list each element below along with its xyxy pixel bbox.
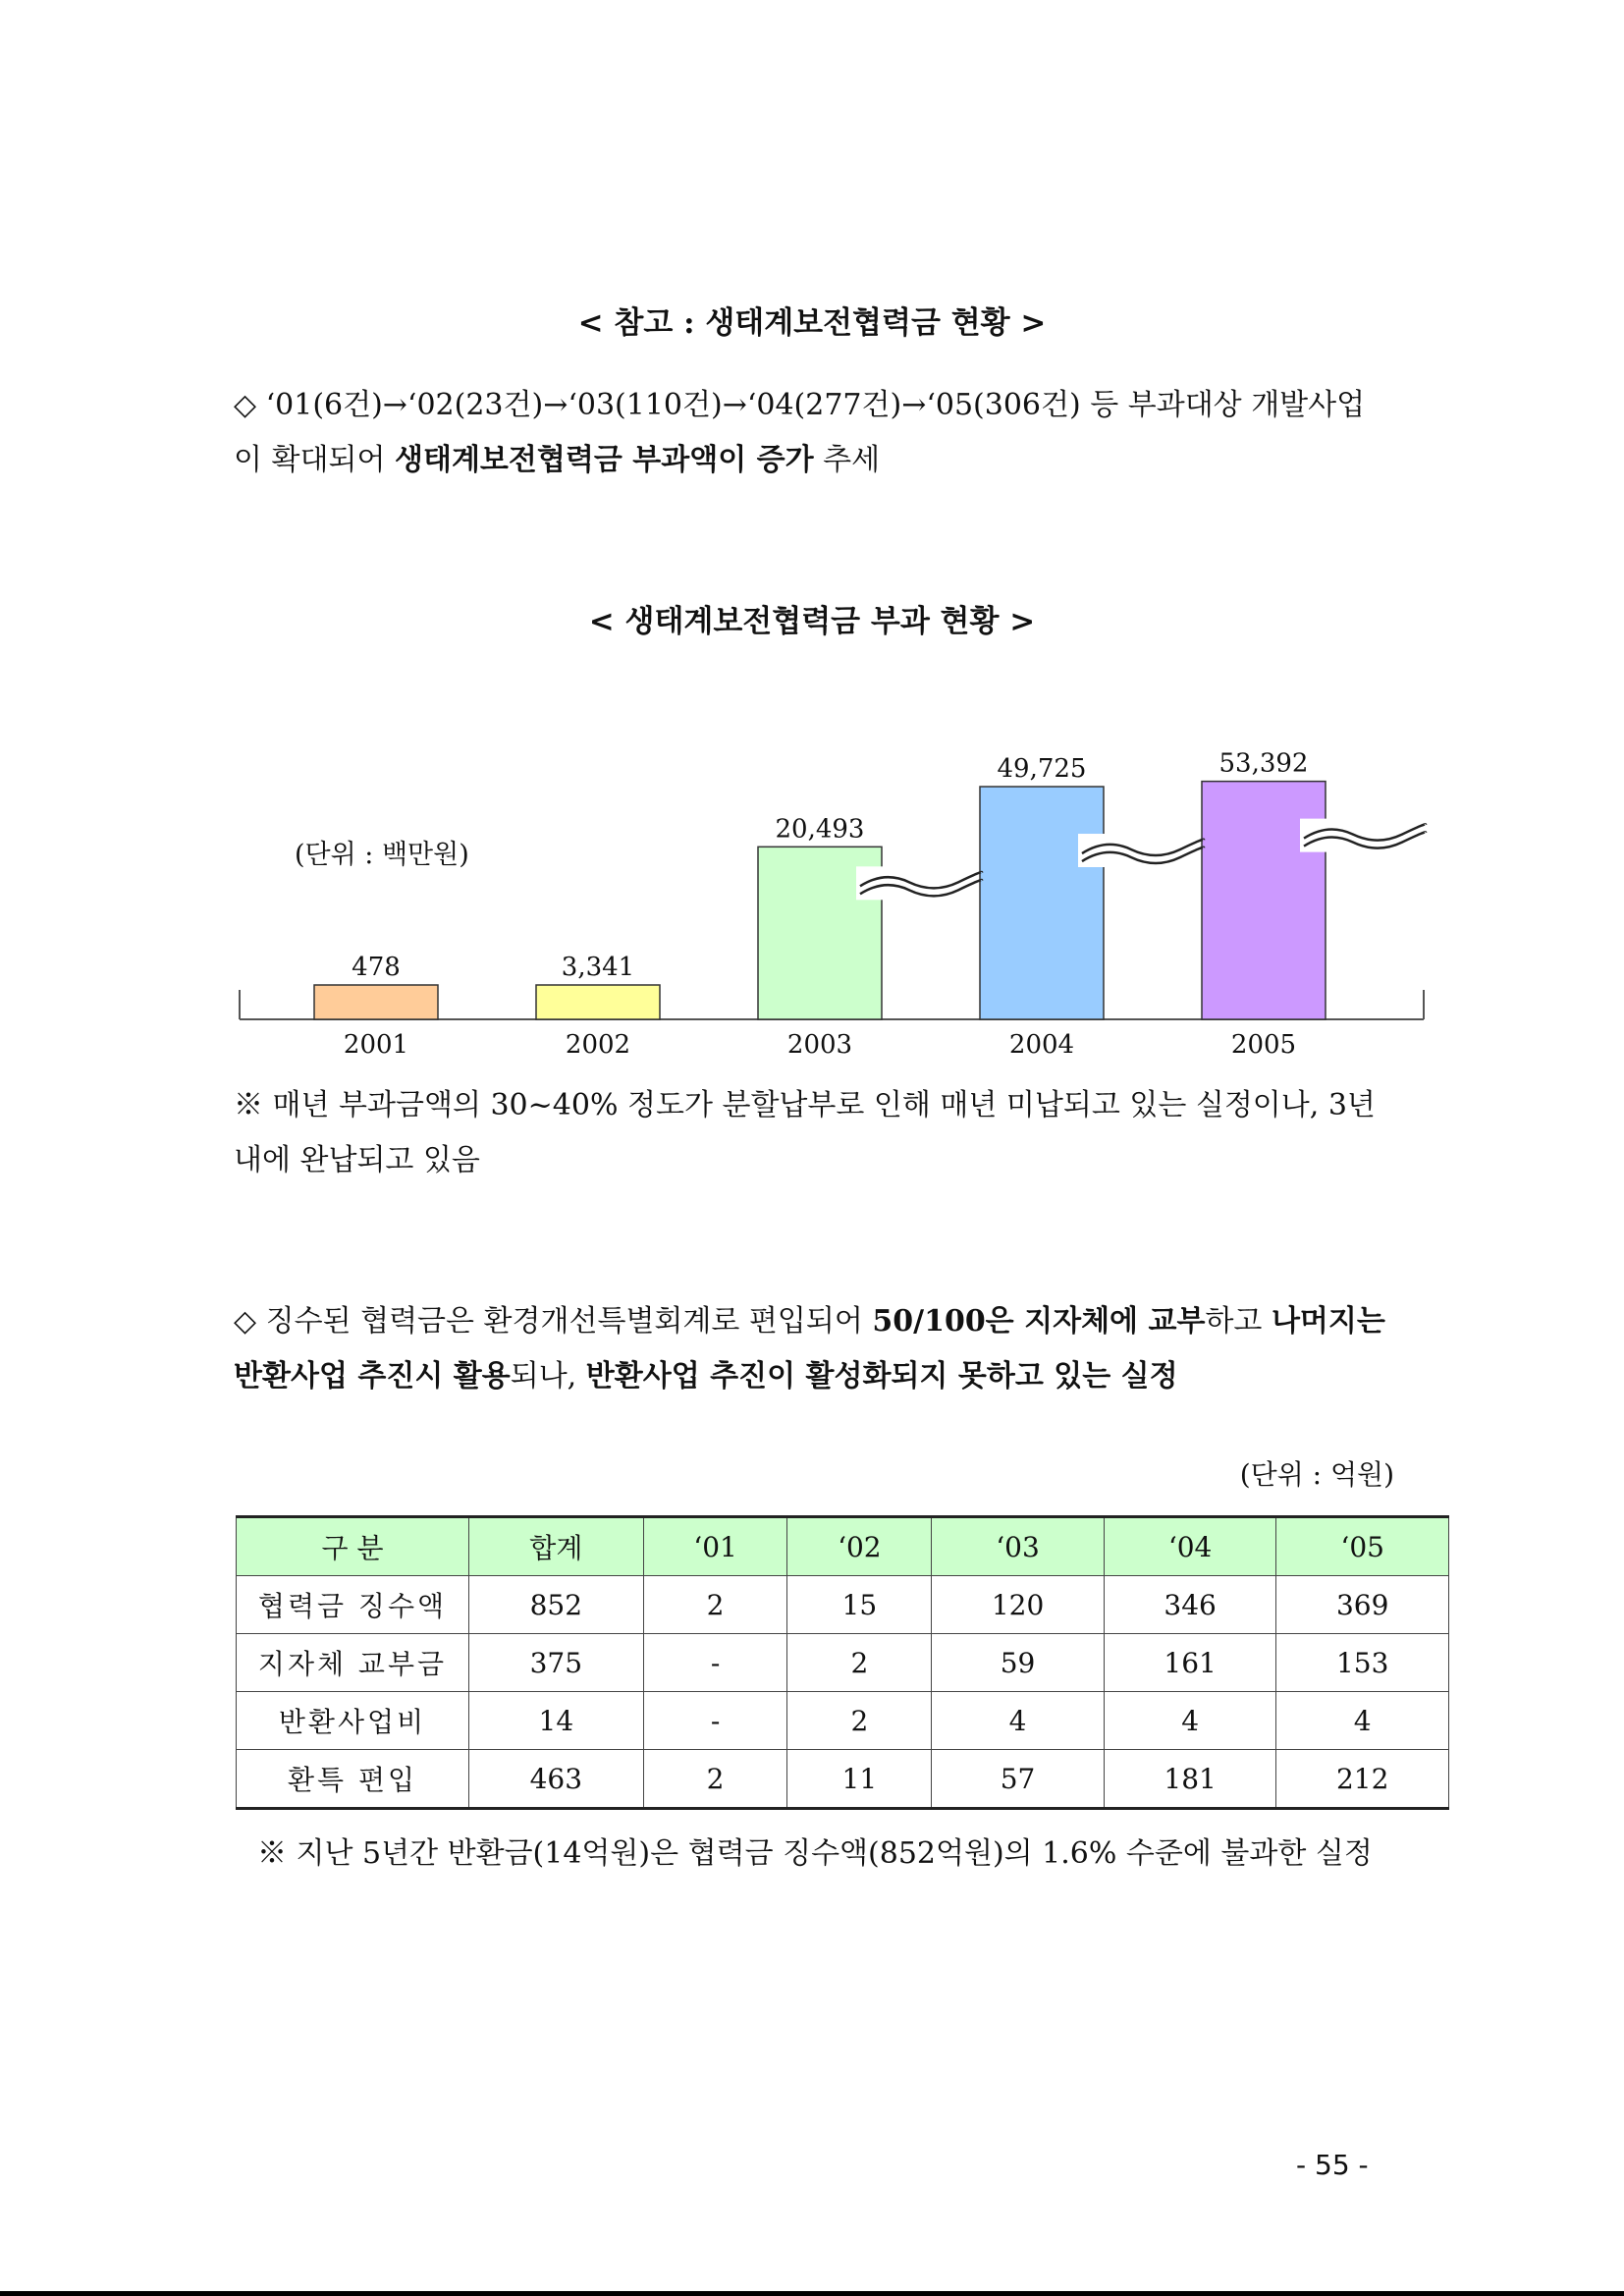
table-cell: 11: [787, 1750, 932, 1809]
chart-title: < 생태계보전협력금 부과 현황 >: [588, 604, 1036, 639]
reference-title: < 참고 : 생태계보전협력금 현황 >: [577, 305, 1047, 341]
row-label: 지자체 교부금: [237, 1634, 469, 1692]
table-cell: 120: [932, 1576, 1105, 1634]
table-cell: 15: [787, 1576, 932, 1634]
tick-label: 2002: [565, 1030, 631, 1060]
table-cell: 153: [1276, 1634, 1449, 1692]
para2-text-2: 하고: [1205, 1304, 1272, 1339]
table-cell: 161: [1104, 1634, 1276, 1692]
para2-bold-1: 50/100은 지자체에 교부: [872, 1304, 1206, 1339]
table-unit: (단위 : 억원): [1239, 1458, 1394, 1491]
table-note: ※ 지난 5년간 반환금(14억원)은 협력금 징수액(852억원)의 1.6% 수준에 불과한 실정: [257, 1836, 1373, 1871]
table-cell: 463: [469, 1750, 644, 1809]
para1-tail: 추세: [813, 443, 881, 477]
axis-break-mask: [1078, 834, 1108, 867]
chart-note: ※ 매년 부과금액의 30~40% 정도가 분할납부로 인해 매년 미납되고 있는 실정이나, 3년내에 완납되고 있음: [234, 1088, 1376, 1177]
table-header-row: [237, 1517, 1449, 1576]
para1-bold: 생태계보전협력금 부과액이 증가: [394, 443, 814, 477]
table-cell: 2: [643, 1576, 787, 1634]
para2-bold-3: 반환사업 추진이 활성화되지 못하고 있는 실정: [585, 1359, 1178, 1394]
bar-chart: [226, 707, 1434, 1070]
diamond-bullet: ◇: [234, 388, 257, 422]
para2-bold-2: 나머지는 반환사업 추진시 활용: [234, 1304, 1385, 1394]
data-label: 478: [352, 953, 401, 982]
tick-label: 2001: [343, 1030, 409, 1060]
row-label: 환특 편입: [237, 1750, 469, 1809]
table-cell: 4: [1104, 1692, 1276, 1750]
table-row: [237, 1576, 1449, 1634]
header-cell: ‘01: [643, 1517, 787, 1576]
table-cell: -: [643, 1692, 787, 1750]
tick-label: 2004: [1008, 1030, 1075, 1060]
table-cell: 59: [932, 1634, 1105, 1692]
table-cell: 181: [1104, 1750, 1276, 1809]
axis-break-mask: [1300, 819, 1329, 852]
header-cell: ‘04: [1104, 1517, 1276, 1576]
tick-label: 2003: [786, 1030, 853, 1060]
table-cell: 2: [787, 1634, 932, 1692]
table-cell: 375: [469, 1634, 644, 1692]
para2-text-3: 되나,: [510, 1359, 586, 1394]
para2-text-1: 징수된 협력금은 환경개선특별회계로 편입되어: [256, 1304, 873, 1339]
header-cell: 구 분: [237, 1517, 469, 1576]
axis-break-mask: [856, 866, 886, 900]
row-label: 반환사업비: [237, 1692, 469, 1750]
paragraph-1: [234, 378, 1392, 488]
bar-2004: [980, 787, 1104, 1019]
table-row: [237, 1750, 1449, 1809]
page-bottom-rule: [0, 2291, 1624, 2296]
page-number: - 55 -: [1296, 2149, 1369, 2181]
table-cell: 212: [1276, 1750, 1449, 1809]
data-label: 49,725: [997, 754, 1087, 785]
bar-2005: [1202, 782, 1326, 1019]
table-cell: 852: [469, 1576, 644, 1634]
bar-2002: [536, 985, 660, 1019]
data-label: 3,341: [561, 953, 635, 982]
collection-table: [236, 1515, 1449, 1810]
para1-text: ‘01(6건)→‘02(23건)→‘03(110건)→‘04(277건)→‘05(306건) 등 부과대상 개발사업이 확대되어: [234, 388, 1366, 477]
table-cell: -: [643, 1634, 787, 1692]
tick-label: 2005: [1230, 1030, 1297, 1060]
table-cell: 4: [1276, 1692, 1449, 1750]
header-cell: 합계: [469, 1517, 644, 1576]
bar-2001: [314, 985, 438, 1019]
header-cell: ‘02: [787, 1517, 932, 1576]
table-cell: 369: [1276, 1576, 1449, 1634]
chart-unit: (단위 : 백만원): [295, 840, 469, 870]
data-label: 53,392: [1218, 748, 1309, 779]
header-cell: ‘03: [932, 1517, 1105, 1576]
table-cell: 4: [932, 1692, 1105, 1750]
table-cell: 57: [932, 1750, 1105, 1809]
paragraph-2: [234, 1294, 1392, 1404]
diamond-bullet: ◇: [234, 1304, 257, 1339]
data-label: 20,493: [775, 814, 865, 845]
table-row: [237, 1634, 1449, 1692]
table-cell: 2: [643, 1750, 787, 1809]
table-row: [237, 1692, 1449, 1750]
row-label: 협력금 징수액: [237, 1576, 469, 1634]
table-cell: 346: [1104, 1576, 1276, 1634]
table-cell: 14: [469, 1692, 644, 1750]
header-cell: ‘05: [1276, 1517, 1449, 1576]
table-cell: 2: [787, 1692, 932, 1750]
